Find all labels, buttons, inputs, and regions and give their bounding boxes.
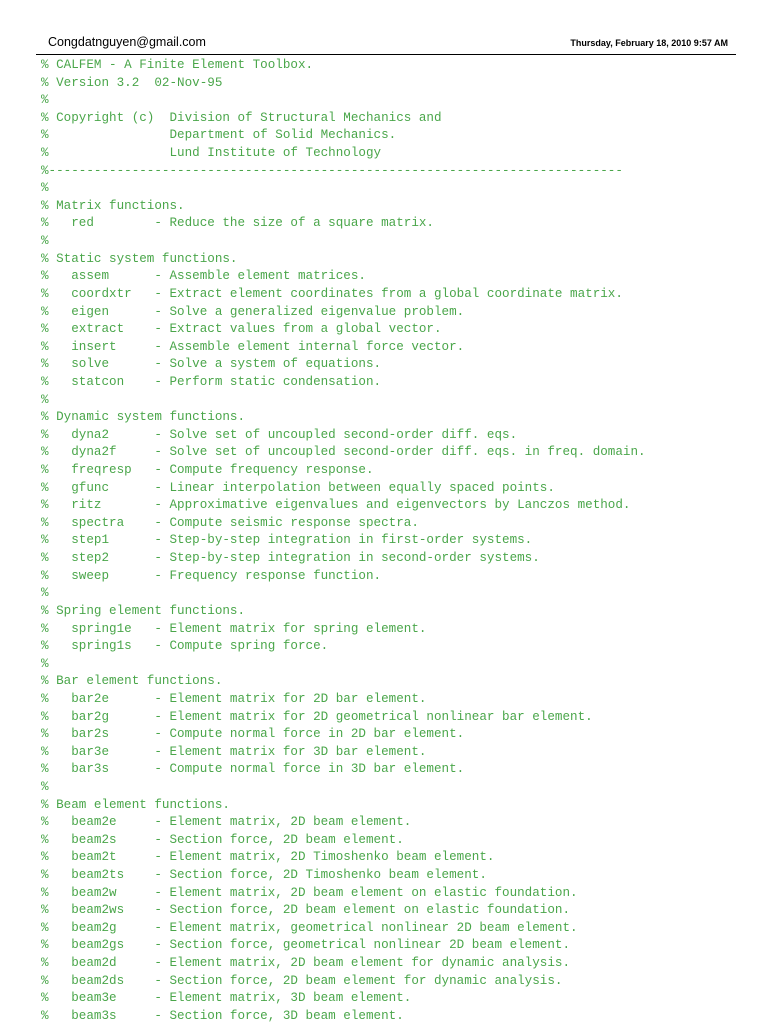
code-line: % Department of Solid Mechanics.	[41, 128, 397, 143]
code-listing	[41, 57, 741, 1026]
code-line: % spectra - Compute seismic response spectra.	[41, 515, 419, 530]
code-line: % Lund Institute of Technology	[41, 146, 382, 161]
code-line: % beam3e - Element matrix, 3D beam element.	[41, 991, 412, 1006]
code-line: %	[41, 656, 49, 671]
code-line: % coordxtr - Extract element coordinates from a global coordinate matrix.	[41, 286, 623, 301]
code-line: % eigen - Solve a generalized eigenvalue problem.	[41, 304, 465, 319]
code-line: %	[41, 181, 49, 196]
code-line: % extract - Extract values from a global vector.	[41, 322, 442, 337]
code-line: % solve - Solve a system of equations.	[41, 357, 382, 372]
code-line: % Dynamic system functions.	[41, 410, 246, 425]
code-line: % Bar element functions.	[41, 674, 223, 689]
code-line: % gfunc - Linear interpolation between equally spaced points.	[41, 480, 555, 495]
code-line: % Beam element functions.	[41, 797, 230, 812]
code-line: % beam2gs - Section force, geometrical nonlinear 2D beam element.	[41, 938, 571, 953]
code-line: % Copyright (c) Division of Structural Mechanics and	[41, 110, 442, 125]
code-line: % beam2g - Element matrix, geometrical nonlinear 2D beam element.	[41, 920, 578, 935]
code-line: % freqresp - Compute frequency response.	[41, 463, 374, 478]
header-divider	[36, 54, 736, 55]
code-line: % beam2t - Element matrix, 2D Timoshenko beam element.	[41, 850, 495, 865]
code-line: % red - Reduce the size of a square matrix.	[41, 216, 434, 231]
code-line: % dyna2 - Solve set of uncoupled second-order diff. eqs.	[41, 427, 518, 442]
page-header	[48, 35, 728, 53]
code-line: % step2 - Step-by-step integration in second-order systems.	[41, 551, 540, 566]
code-line: % beam2w - Element matrix, 2D beam element on elastic foundation.	[41, 885, 578, 900]
code-line: %	[41, 234, 49, 249]
code-line: % assem - Assemble element matrices.	[41, 269, 366, 284]
code-line: % bar3s - Compute normal force in 3D bar element.	[41, 762, 465, 777]
code-line: % ritz - Approximative eigenvalues and eigenvectors by Lanczos method.	[41, 498, 631, 513]
code-line: %	[41, 586, 49, 601]
code-line: % CALFEM - A Finite Element Toolbox.	[41, 58, 314, 72]
code-line: % beam2s - Section force, 2D beam element.	[41, 832, 404, 847]
code-line: % beam2ds - Section force, 2D beam element for dynamic analysis.	[41, 973, 563, 988]
code-line: % bar2s - Compute normal force in 2D bar element.	[41, 727, 465, 742]
code-line: % sweep - Frequency response function.	[41, 568, 382, 583]
code-line: % beam3s - Section force, 3D beam element.	[41, 1008, 404, 1023]
code-line: %	[41, 93, 49, 108]
code-line: % beam2ws - Section force, 2D beam element on elastic foundation.	[41, 903, 571, 918]
code-line: % Version 3.2 02-Nov-95	[41, 75, 223, 90]
code-line: % spring1e - Element matrix for spring element.	[41, 621, 427, 636]
code-line: %----------------------------------------------------------------------------	[41, 163, 623, 178]
code-line: % spring1s - Compute spring force.	[41, 639, 329, 654]
code-line: % insert - Assemble element internal force vector.	[41, 339, 465, 354]
code-line: % step1 - Step-by-step integration in first-order systems.	[41, 533, 533, 548]
code-line: % bar3e - Element matrix for 3D bar element.	[41, 744, 427, 759]
code-line: % Matrix functions.	[41, 198, 185, 213]
code-line: % Spring element functions.	[41, 603, 246, 618]
code-line: % statcon - Perform static condensation.	[41, 374, 382, 389]
code-line: % beam2e - Element matrix, 2D beam element.	[41, 815, 412, 830]
code-line: % beam2ts - Section force, 2D Timoshenko beam element.	[41, 868, 487, 883]
code-line: % bar2g - Element matrix for 2D geometrical nonlinear bar element.	[41, 709, 593, 724]
header-datetime: Thursday, February 18, 2010 9:57 AM	[570, 38, 728, 48]
code-line: % Static system functions.	[41, 251, 238, 266]
code-line: % bar2e - Element matrix for 2D bar element.	[41, 691, 427, 706]
header-email: Congdatnguyen@gmail.com	[48, 35, 206, 49]
code-line: %	[41, 779, 49, 794]
code-line: %	[41, 392, 49, 407]
code-line: % beam2d - Element matrix, 2D beam element for dynamic analysis.	[41, 956, 571, 971]
code-line: % dyna2f - Solve set of uncoupled second-order diff. eqs. in freq. domain.	[41, 445, 646, 460]
